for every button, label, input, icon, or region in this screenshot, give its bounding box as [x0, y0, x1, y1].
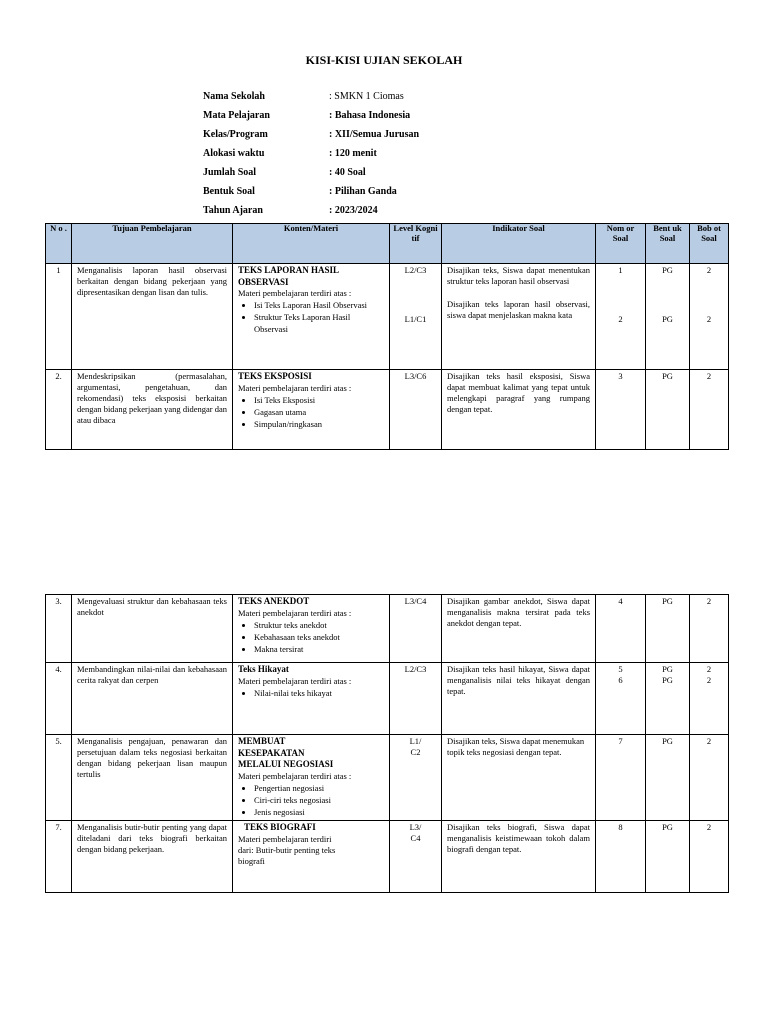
row-tujuan: Menganalisis butir-butir penting yang dapat diteladani dari teks biografi berkaitan dengan bidang pekerjaan. — [72, 821, 233, 893]
header-no: N o . — [46, 224, 72, 264]
row-tujuan: Menganalisis pengajuan, penawaran dan persetujuan dalam teks negosiasi berkaitan dengan bidang pekerjaan lisan maupun tertulis — [72, 735, 233, 821]
row-indikator: Disajikan teks, Siswa dapat menemukan topik teks negosiasi dengan tepat. — [442, 735, 596, 821]
konten-heading: MEMBUAT KESEPAKATAN MELALUI NEGOSIASI — [238, 736, 334, 770]
list-item: • Makna tersirat — [254, 644, 384, 655]
level-value: L1/C1 — [404, 314, 427, 325]
row-no: 2. — [46, 370, 72, 450]
row-bentuk: PG — [646, 595, 690, 663]
row-bobot: 2 — [690, 735, 729, 821]
info-value: : 40 Soal — [329, 167, 366, 178]
row-bobot — [690, 264, 729, 370]
row-tujuan: Mendeskripsikan (permasalahan, argumentasi, pengetahuan, dan rekomendasi) teks eksposisi berkaitan dengan bidang pekerjaan yang didengar dan atau dibaca — [72, 370, 233, 450]
konten-list — [238, 395, 384, 430]
header-nomor: Nom or Soal — [596, 224, 646, 264]
row-no: 5. — [46, 735, 72, 821]
row-level — [390, 264, 442, 370]
info-label: Jumlah Soal — [203, 167, 257, 178]
level-value: L2/C3 — [404, 265, 427, 275]
indikator-text: Disajikan teks, Siswa dapat menentukan struktur teks laporan hasil observasi — [447, 265, 590, 287]
konten-intro: Materi pembelajaran terdiri atas : — [238, 607, 352, 618]
row-indikator: Disajikan gambar anekdot, Siswa dapat menganalisis makna tersirat pada teks anekdot dengan tepat. — [442, 595, 596, 663]
info-label: Kelas/Program — [203, 129, 268, 140]
table-row — [46, 264, 729, 370]
list-item: • Isi Teks Eksposisi — [254, 395, 384, 406]
row-level: L1/ C2 — [390, 735, 442, 821]
list-item: • Struktur Teks Laporan Hasil Observasi — [254, 312, 384, 334]
kisi-kisi-table-part-1 — [45, 223, 729, 450]
page-title: KISI-KISI UJIAN SEKOLAH — [305, 53, 463, 67]
bobot-value: 2 — [706, 314, 712, 325]
konten-intro: Materi pembelajaran terdiri atas : — [238, 382, 352, 393]
row-no: 3. — [46, 595, 72, 663]
row-bentuk — [646, 264, 690, 370]
header-bobot: Bob ot Soal — [690, 224, 729, 264]
table-row — [46, 663, 729, 735]
row-bobot: 2 — [690, 821, 729, 893]
row-konten — [233, 663, 390, 735]
row-nomor: 3 — [596, 370, 646, 450]
row-tujuan: Membandingkan nilai-nilai dan kebahasaan cerita rakyat dan cerpen — [72, 663, 233, 735]
row-bentuk: PG PG — [646, 663, 690, 735]
indikator-text: Disajikan teks laporan hasil observasi, siswa dapat menjelaskan makna kata — [447, 299, 590, 321]
konten-list — [238, 688, 384, 699]
row-tujuan: Menganalisis laporan hasil observasi berkaitan dengan bidang pekerjaan yang dipresentasikan dengan lisan dan tulis. — [72, 264, 233, 370]
info-label: Tahun Ajaran — [203, 205, 263, 216]
konten-intro: Materi pembelajaran terdiri atas : — [238, 288, 352, 299]
row-nomor: 8 — [596, 821, 646, 893]
header-konten: Konten/Materi — [233, 224, 390, 264]
table-row — [46, 821, 729, 893]
bentuk-value: PG — [662, 265, 673, 275]
konten-heading: TEKS LAPORAN HASIL OBSERVASI — [238, 265, 339, 287]
row-level: L3/C6 — [390, 370, 442, 450]
list-item: • Simpulan/ringkasan — [254, 419, 384, 430]
table-header-row — [46, 224, 729, 264]
row-nomor: 5 6 — [596, 663, 646, 735]
bobot-value: 2 — [706, 265, 712, 275]
row-bobot: 2 2 — [690, 663, 729, 735]
header-bentuk: Bent uk Soal — [646, 224, 690, 264]
nomor-value: 1 — [618, 265, 623, 275]
header-indikator: Indikator Soal — [442, 224, 596, 264]
row-no: 4. — [46, 663, 72, 735]
info-label: Nama Sekolah — [203, 91, 265, 102]
info-label: Bentuk Soal — [203, 186, 255, 197]
konten-heading: TEKS EKSPOSISI — [238, 371, 312, 381]
info-value: : 120 menit — [329, 148, 377, 159]
konten-intro: Materi pembelajaran terdiri atas : — [238, 675, 352, 686]
konten-intro: Materi pembelajaran terdiri dari: Butir-butir penting teks biografi — [238, 833, 336, 867]
header-level: Level Kogni tif — [390, 224, 442, 264]
table-row — [46, 370, 729, 450]
table-row — [46, 595, 729, 663]
row-level: L3/ C4 — [390, 821, 442, 893]
row-no: 7. — [46, 821, 72, 893]
row-nomor: 4 — [596, 595, 646, 663]
row-konten — [233, 264, 390, 370]
info-value: : 2023/2024 — [329, 205, 378, 216]
info-label: Mata Pelajaran — [203, 110, 270, 121]
row-bentuk: PG — [646, 370, 690, 450]
header-tujuan: Tujuan Pembelajaran — [72, 224, 233, 264]
list-item: • Nilai-nilai teks hikayat — [254, 688, 384, 699]
list-item: • Struktur teks anekdot — [254, 620, 384, 631]
row-konten — [233, 370, 390, 450]
konten-intro: Materi pembelajaran terdiri atas : — [238, 771, 352, 782]
row-bentuk: PG — [646, 821, 690, 893]
list-item: • Isi Teks Laporan Hasil Observasi — [254, 300, 384, 311]
info-value: : Pilihan Ganda — [329, 186, 397, 197]
row-tujuan: Mengevaluasi struktur dan kebahasaan teks anekdot — [72, 595, 233, 663]
konten-heading: Teks Hikayat — [238, 664, 289, 674]
row-no: 1 — [46, 264, 72, 370]
row-bobot: 2 — [690, 370, 729, 450]
konten-list — [238, 620, 384, 655]
row-nomor — [596, 264, 646, 370]
row-bentuk: PG — [646, 735, 690, 821]
list-item: • Gagasan utama — [254, 407, 384, 418]
konten-heading: TEKS ANEKDOT — [238, 596, 310, 606]
row-indikator: Disajikan teks hasil eksposisi, Siswa dapat membuat kalimat yang tepat untuk melengkapi paragraf yang rumpang dengan tepat. — [442, 370, 596, 450]
info-label: Alokasi waktu — [203, 148, 265, 159]
row-indikator: Disajikan teks hasil hikayat, Siswa dapat menganalisis nilai teks hikayat dengan tepat. — [442, 663, 596, 735]
row-bobot: 2 — [690, 595, 729, 663]
info-value: : XII/Semua Jurusan — [329, 129, 420, 140]
row-indikator — [442, 264, 596, 370]
kisi-kisi-table-part-2 — [45, 594, 729, 893]
info-value: : SMKN 1 Ciomas — [329, 91, 404, 102]
row-konten — [233, 595, 390, 663]
list-item: • Pengertian negosiasi — [254, 783, 384, 794]
row-konten — [233, 821, 390, 893]
list-item: • Ciri-ciri teks negosiasi — [254, 795, 384, 806]
list-item: • Kebahasaan teks anekdot — [254, 632, 384, 643]
row-nomor: 7 — [596, 735, 646, 821]
konten-list — [238, 300, 384, 334]
bentuk-value: PG — [662, 314, 673, 325]
row-level: L3/C4 — [390, 595, 442, 663]
konten-list — [238, 783, 384, 818]
konten-heading: TEKS BIOGRAFI — [244, 822, 316, 833]
row-indikator: Disajikan teks biografi, Siswa dapat menganalisis keistimewaan tokoh dalam biografi dengan tepat. — [442, 821, 596, 893]
table-row — [46, 735, 729, 821]
row-level: L2/C3 — [390, 663, 442, 735]
row-konten — [233, 735, 390, 821]
nomor-value: 2 — [618, 314, 623, 325]
list-item: • Jenis negosiasi — [254, 807, 384, 818]
info-value: : Bahasa Indonesia — [329, 110, 411, 121]
